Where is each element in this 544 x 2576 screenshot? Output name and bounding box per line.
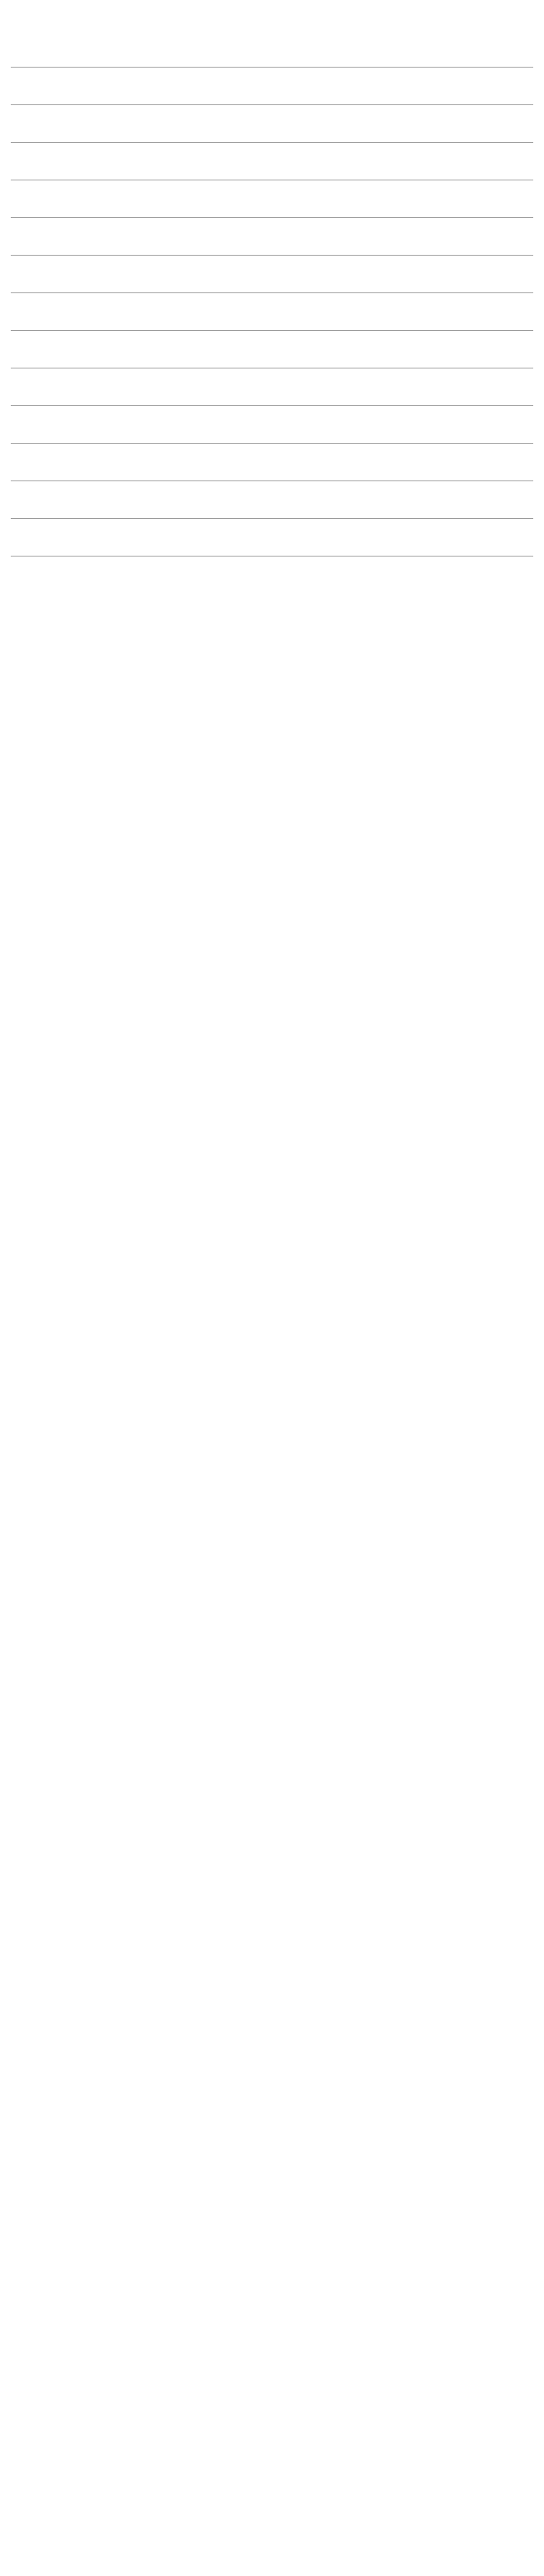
section-heading [11,257,533,268]
section-paragraph [11,130,533,140]
section-paragraph [11,168,533,178]
intro-paragraph [11,9,533,19]
document-page [0,0,544,618]
section-paragraph [11,81,533,91]
section-divider [11,142,533,143]
section-heading [11,295,533,305]
section-heading [11,69,533,80]
section-heading [11,370,533,381]
section-divider [11,67,533,68]
document-section [11,255,533,291]
postscript-paragraph [11,596,533,606]
document-section [11,556,533,592]
section-paragraph [11,93,533,103]
intro-paragraph [11,55,533,65]
section-heading [11,144,533,155]
section-paragraph [11,345,533,355]
section-paragraph [11,431,533,441]
postscript-block [11,596,533,618]
sections-block [11,67,533,592]
document-section [11,217,533,253]
section-heading [11,408,533,418]
section-heading [11,483,533,494]
section-heading [11,520,533,531]
section-divider [11,255,533,256]
section-paragraph [11,570,533,580]
document-section [11,180,533,216]
section-paragraph [11,157,533,167]
section-heading [11,445,533,456]
section-divider [11,405,533,406]
section-paragraph [11,307,533,317]
document-section [11,292,533,329]
section-divider [11,518,533,519]
section-paragraph [11,394,533,404]
document-section [11,405,533,441]
document-section [11,481,533,517]
document-section [11,330,533,366]
section-heading [11,107,533,117]
section-paragraph [11,232,533,242]
section-paragraph [11,582,533,592]
section-paragraph [11,457,533,467]
postscript-paragraph [11,608,533,618]
section-paragraph [11,507,533,517]
section-paragraph [11,243,533,253]
section-paragraph [11,319,533,329]
section-heading [11,332,533,343]
section-paragraph [11,382,533,392]
document-section [11,142,533,178]
section-heading [11,182,533,193]
section-divider [11,443,533,444]
section-heading [11,558,533,569]
section-paragraph [11,495,533,505]
document-section [11,67,533,103]
document-section [11,368,533,404]
document-section [11,443,533,479]
section-paragraph [11,194,533,204]
section-paragraph [11,281,533,291]
section-paragraph [11,119,533,129]
intro-paragraph [11,32,533,42]
section-divider [11,330,533,331]
section-paragraph [11,420,533,430]
section-divider [11,292,533,293]
section-paragraph [11,269,533,279]
section-paragraph [11,356,533,366]
section-paragraph [11,533,533,543]
section-paragraph [11,544,533,554]
intro-paragraph [11,21,533,31]
section-heading [11,220,533,230]
intro-paragraph [11,44,533,54]
section-paragraph [11,206,533,216]
section-paragraph [11,469,533,479]
document-section [11,104,533,140]
document-section [11,518,533,554]
section-divider [11,217,533,218]
section-divider [11,104,533,105]
intro-block [11,9,533,65]
